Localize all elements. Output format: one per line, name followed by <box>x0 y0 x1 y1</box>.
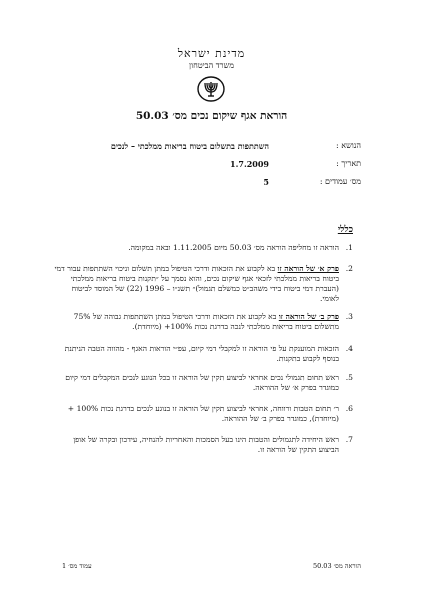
list-item <box>53 243 353 253</box>
date-label: תאריך : <box>336 159 361 168</box>
item-lead: פרק א׳ של הוראה זו <box>277 264 339 273</box>
item-text: הזכאות המוענקת על פי הוראה זו למקבלי דמי קיום, עפ״י הוראות האגף - מהווה הטבה הניתנת בנוסף לקבוע בתקנות. <box>64 344 339 363</box>
meta-date <box>61 159 361 169</box>
item-text: ר׳ תחום הטבות ורווחה, אחראי לביצוע תקין של הוראה זו בנוגע לנכים בדרגת נכות 100% +(מיוחדת), כמוגדר בפרק ב׳ של ההוראה. <box>67 404 339 423</box>
subject-label: הנושא : <box>336 141 361 150</box>
list-item <box>53 373 353 393</box>
item-number: 2. <box>345 264 353 273</box>
item-number: 4. <box>345 344 353 353</box>
item-number: 3. <box>345 312 353 321</box>
item-lead: פרק ב׳ של הוראה זו <box>278 312 339 321</box>
state-name: מדינת ישראל <box>177 47 246 60</box>
item-number: 6. <box>345 404 353 413</box>
list-item <box>53 404 353 424</box>
item-body: בא לקבוע את הזכאות ודרכי הטיפול במתן תשלום וניכוי השתתפות עבור דמי ביטוח בריאות ממלכתי לזכאי אגף שיקום נכים, והוא נסמך על ״תקנות ביטוח בריאות ממלכתי (העברת דמי ביטוח בידי משהב״ט כמשלם תגמול)״ תשנ״ו – 1996 (22) של המוסד לביטוח לאומי. <box>54 264 339 303</box>
item-body: בא לקבוע את הזכאות ודרכי הטיפול במתן השתתפות גבוהה של 75% מתשלום ביטוח בריאות ממלכתי לנכה בדרגת נכות 100%+ (מיוחדת). <box>73 312 339 331</box>
meta-pages <box>61 177 361 187</box>
footer-doc-ref: הוראה מס׳ 50.03 <box>312 562 361 570</box>
item-number: 1. <box>345 243 353 252</box>
item-text <box>53 312 339 332</box>
subject-value: השתתפות בתשלום ביטוח בריאות ממלכתי – לנכים <box>110 141 269 151</box>
list-item <box>53 344 353 364</box>
ministry-name: משרד הביטחון <box>189 61 234 70</box>
menorah-emblem-icon <box>196 76 226 102</box>
document-title: הוראת אגף שיקום נכים מס׳ 50.03 <box>135 110 288 122</box>
item-text: הוראה זו מחליפה הוראה מס׳ 50.03 מיום 1.11.2005 ובאה במקומה. <box>128 243 339 252</box>
list-item <box>53 312 353 332</box>
list-item <box>53 435 353 455</box>
pages-label: מס׳ עמודים : <box>319 177 361 186</box>
item-text: ראש תחום תגמולי נכים אחראי לביצוע תקין של הוראה זו בכל הנוגע לנכים המקבלים דמי קיום כמוגדר בפרק א׳ של ההוראה. <box>65 373 339 392</box>
list-item <box>53 264 353 304</box>
footer-page-number: עמוד מס׳ 1 <box>62 562 92 570</box>
item-number: 5. <box>345 373 353 382</box>
date-value: 1.7.2009 <box>230 159 269 169</box>
item-text <box>53 264 339 304</box>
meta-subject <box>61 141 361 151</box>
pages-value: 5 <box>263 177 269 187</box>
item-text: ראש היחידה לתגמולים והטבות הינו בעל הסמכות והאחריות להנחיה, עידכון ובקרה של אופן הביצוע התקין של הוראה זו. <box>73 435 339 454</box>
item-number: 7. <box>345 435 353 444</box>
section-title: כללי <box>337 225 353 235</box>
